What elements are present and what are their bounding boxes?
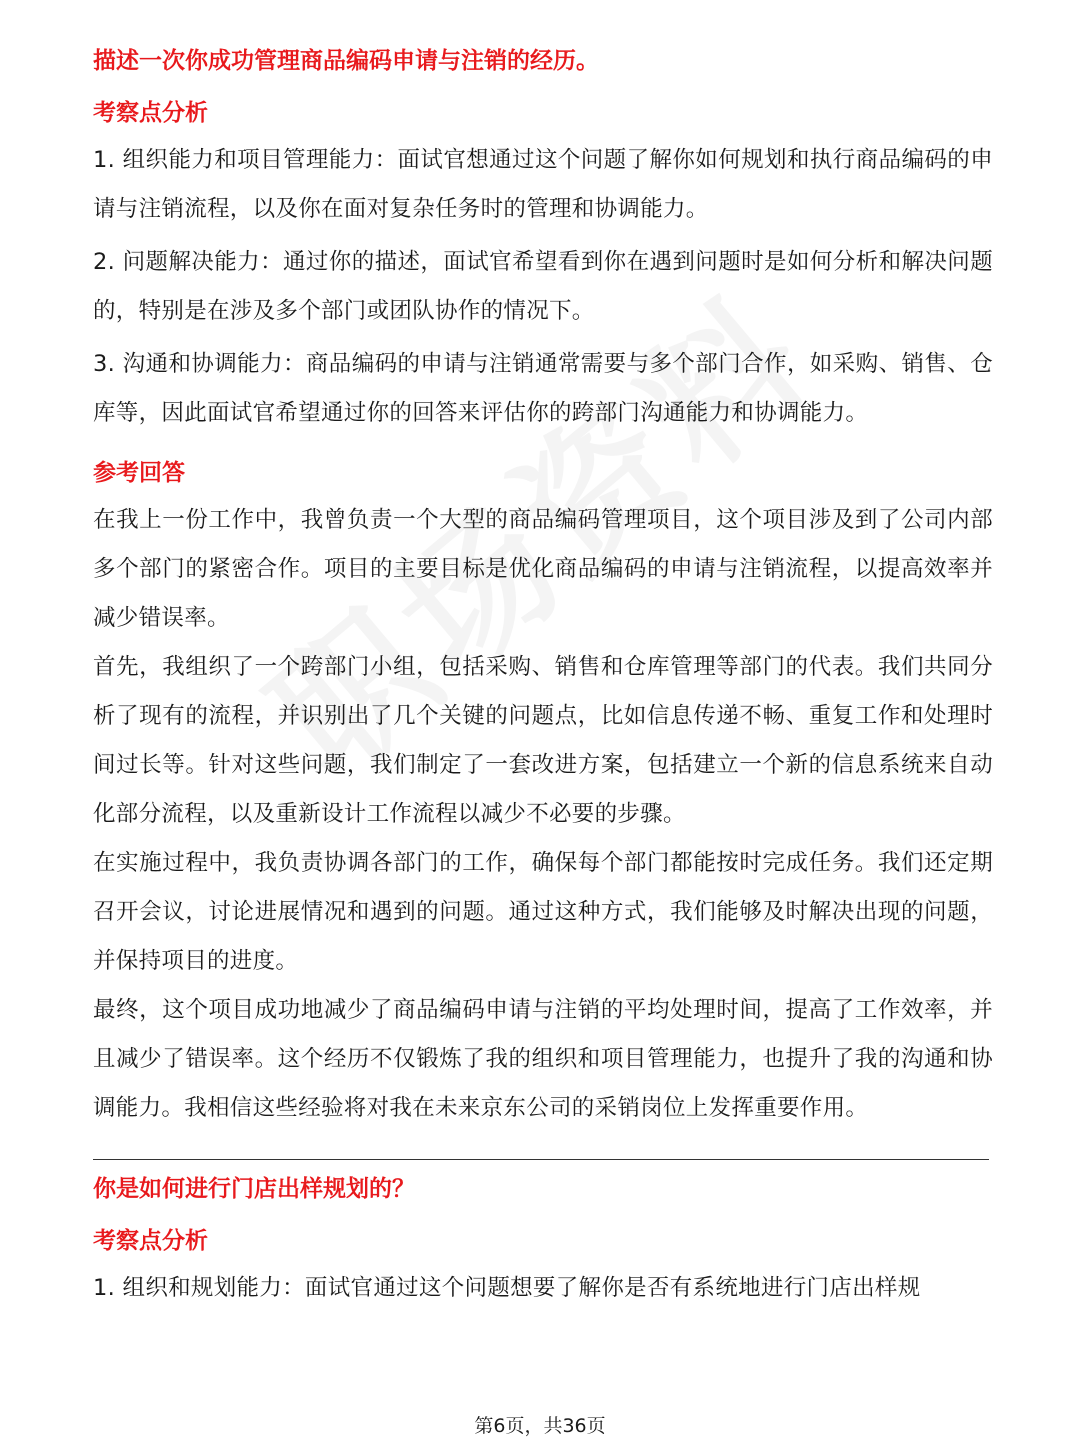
q1-answer-paragraph-2: 首先，我组织了一个跨部门小组，包括采购、销售和仓库管理等部门的代表。我们共同分析了现有的流程，并识别出了几个关键的问题点，比如信息传递不畅、重复工作和处理时间过长等。针对这些问题，我们制定了一套改进方案，包括建立一个新的信息系统来自动化部分流程，以及重新设计工作流程以减少不必要的步骤。 (93, 654, 993, 827)
page-number: 第6页，共36页 (474, 1415, 606, 1437)
q1-answer-paragraph-1: 在我上一份工作中，我曾负责一个大型的商品编码管理项目，这个项目涉及到了公司内部多个部门的紧密合作。项目的主要目标是优化商品编码的申请与注销流程，以提高效率并减少错误率。 (93, 507, 993, 631)
q1-analysis-heading: 考察点分析 (93, 100, 208, 126)
question-1-title: 描述一次你成功管理商品编码申请与注销的经历。 (93, 48, 599, 74)
section-divider (93, 1159, 989, 1160)
q1-analysis-point-2: 2. 问题解决能力：通过你的描述，面试官希望看到你在遇到问题时是如何分析和解决问题的，特别是在涉及多个部门或团队协作的情况下。 (93, 249, 993, 324)
q2-analysis-heading: 考察点分析 (93, 1228, 208, 1254)
question-2-title: 你是如何进行门店出样规划的？ (93, 1176, 415, 1202)
q1-answer-paragraph-3: 在实施过程中，我负责协调各部门的工作，确保每个部门都能按时完成任务。我们还定期召开会议，讨论进展情况和遇到的问题。通过这种方式，我们能够及时解决出现的问题，并保持项目的进度。 (93, 850, 993, 974)
q2-analysis-point-1: 1. 组织和规划能力：面试官通过这个问题想要了解你是否有系统地进行门店出样规 (93, 1275, 921, 1301)
document-page (93, 38, 993, 1313)
q1-analysis-point-3: 3. 沟通和协调能力：商品编码的申请与注销通常需要与多个部门合作，如采购、销售、仓库等，因此面试官希望通过你的回答来评估你的跨部门沟通能力和协调能力。 (93, 351, 993, 426)
q1-analysis-point-1: 1. 组织能力和项目管理能力：面试官想通过这个问题了解你如何规划和执行商品编码的申请与注销流程，以及你在面对复杂任务时的管理和协调能力。 (93, 147, 993, 222)
q1-answer-heading: 参考回答 (93, 460, 185, 486)
q1-answer-paragraph-4: 最终，这个项目成功地减少了商品编码申请与注销的平均处理时间，提高了工作效率，并且减少了错误率。这个经历不仅锻炼了我的组织和项目管理能力，也提升了我的沟通和协调能力。我相信这些经验将对我在未来京东公司的采销岗位上发挥重要作用。 (93, 997, 993, 1121)
